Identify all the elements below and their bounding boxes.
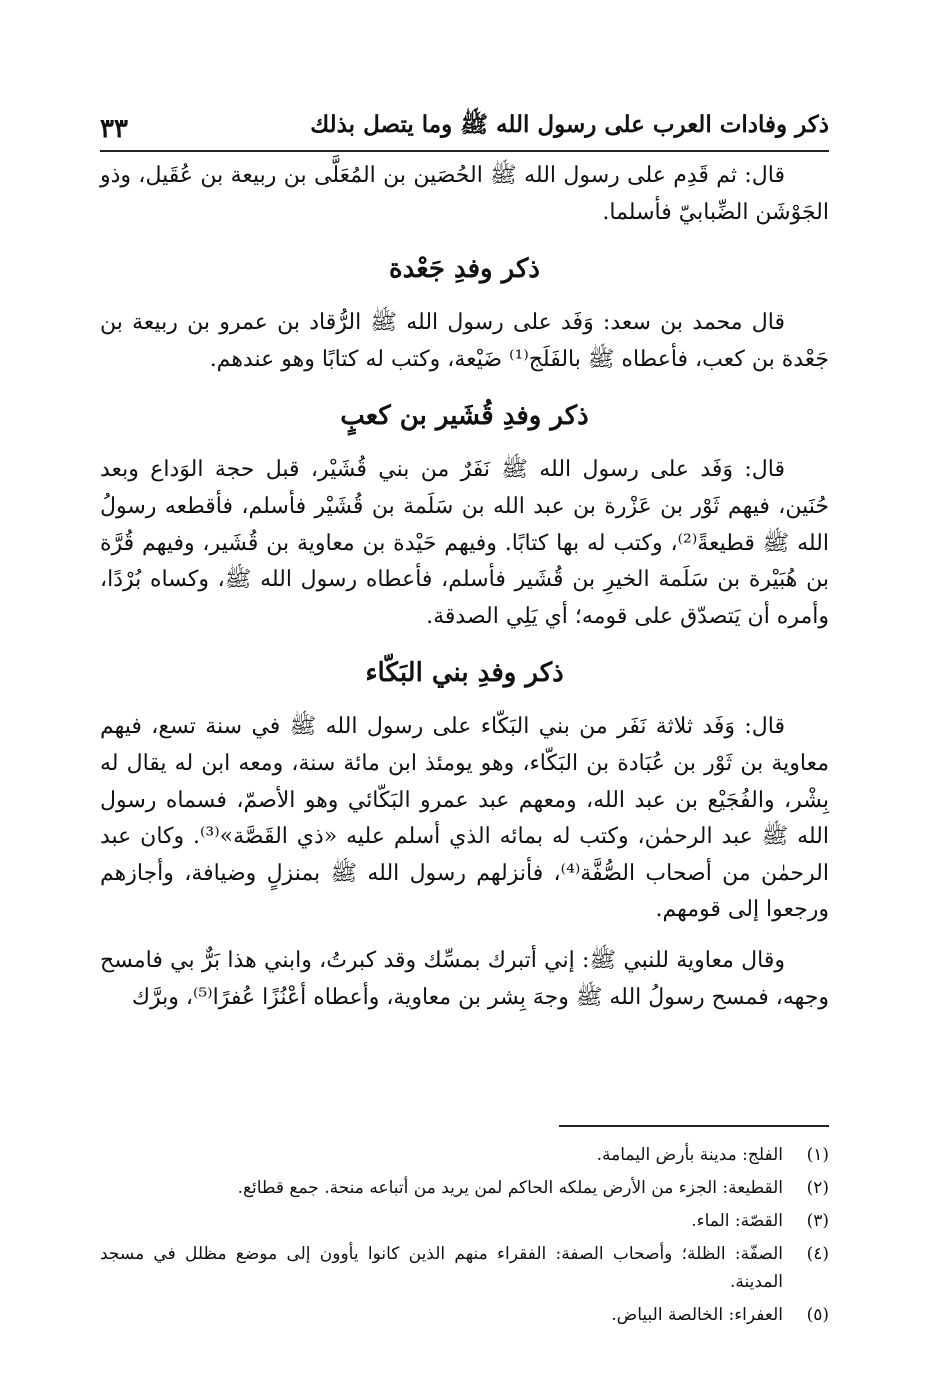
- section-heading-jaada: ذكر وفدِ جَعْدة: [389, 254, 540, 285]
- footnote-number: (٢): [806, 1177, 829, 1198]
- main-text: [100, 158, 829, 1030]
- footnote: [100, 1141, 829, 1169]
- footnote: [100, 1301, 829, 1329]
- page-number: ٣٣: [100, 114, 128, 144]
- footnote-text: الفلج: مدينة بأرض اليمامة.: [596, 1144, 783, 1165]
- footnote-text: العفراء: الخالصة البياض.: [611, 1304, 783, 1325]
- footnote: [100, 1207, 829, 1235]
- running-title: ذكر وفادات العرب على رسول الله ﷺ وما يتصل بذلك: [310, 111, 829, 138]
- paragraph-intro: قال: ثم قَدِم على رسول الله ﷺ الحُصَين بن المُعَلَّى بن ربيعة بن عُقَيل، وذو الجَوْشَن الضِّبابيّ فأسلما.: [100, 163, 829, 225]
- footnotes: [100, 1125, 829, 1334]
- footnote-divider: [559, 1125, 829, 1127]
- section-heading-bakka: ذكر وفدِ بني البَكّاء: [365, 658, 564, 689]
- section-heading-qushayr: ذكر وفدِ قُشَير بن كعبٍ: [340, 401, 589, 432]
- paragraph-qushayr: قال: وَفَد على رسول الله ﷺ نَفَرٌ من بني قُشَيْر، قبل حجة الوَداع وبعد حُنَين، فيهم ثَوْر بن عَزْرة بن عبد الله بن سَلَمة بن قُشَيْر فأسلم، فأقطعه رسولُ الله ﷺ قطيعةً⁽²⁾، وكتب له بها كتابًا. وفيهم حَيْدة بن معاوية بن قُشَير، وفيهم قُرَّة بن هُبَيْرة بن سَلَمة الخيرِ بن قُشَير فأسلم، فأعطاه رسول الله ﷺ، وكساه بُرْدًا، وأمره أن يَتصدّق على قومه؛ أي يَلِي الصدقة.: [100, 457, 829, 629]
- footnote-number: (١): [806, 1144, 829, 1165]
- footnote-text: القطيعة: الجزء من الأرض يملكه الحاكم لمن يريد من أتباعه منحة. جمع قطائع.: [237, 1177, 783, 1198]
- paragraph-jaada: قال محمد بن سعد: وَفَد على رسول الله ﷺ الرُّقاد بن عمرو بن ربيعة بن جَعْدة بن كعب، فأعطاه ﷺ بالفَلَج⁽¹⁾ ضَيْعة، وكتب له كتابًا وهو عندهم.: [100, 310, 829, 372]
- running-header: [100, 96, 829, 152]
- footnote-text: القصّة: الماء.: [691, 1210, 783, 1231]
- footnote: [100, 1240, 829, 1296]
- footnote-number: (٤): [806, 1243, 829, 1264]
- paragraph-bakka: قال: وَفَد ثلاثة نَفَر من بني البَكّاء على رسول الله ﷺ في سنة تسع، فيهم معاوية بن ثَوْر بن عُبَادة بن البَكّاء، وهو يومئذ ابن مائة سنة، ومعه ابن له يقال له بِشْر، والفُجَيْع بن عبد الله، ومعهم عبد عمرو البَكّائي وهو الأصمّ، فسماه رسول الله ﷺ عبد الرحمٰن، وكتب له بمائه الذي أسلم عليه «ذي القَصَّة»⁽³⁾. وكان عبد الرحمٰن من أصحاب الصُّفَّة⁽⁴⁾، فأنزلهم رسول الله ﷺ بمنزلٍ وضيافة، وأجازهم ورجعوا إلى قومهم.: [100, 714, 830, 923]
- footnote-text: الصفّة: الظلة؛ وأصحاب الصفة: الفقراء منهم الذين كانوا يأوون إلى موضع مظلل في مسجد المدينة.: [100, 1243, 783, 1292]
- paragraph-muawiya: وقال معاوية للنبي ﷺ: إني أتبرك بمسِّك وقد كبرتُ، وابني هذا بَرٌّ بي فامسح وجهه، فمسح رسولُ الله ﷺ وجهَ بِشر بن معاوية، وأعطاه أعْنُزًا عُفرًا⁽⁵⁾، وبرَّك: [100, 947, 829, 1010]
- footnote: [100, 1174, 829, 1202]
- footnote-number: (٣): [806, 1210, 829, 1231]
- footnote-number: (٥): [806, 1304, 829, 1325]
